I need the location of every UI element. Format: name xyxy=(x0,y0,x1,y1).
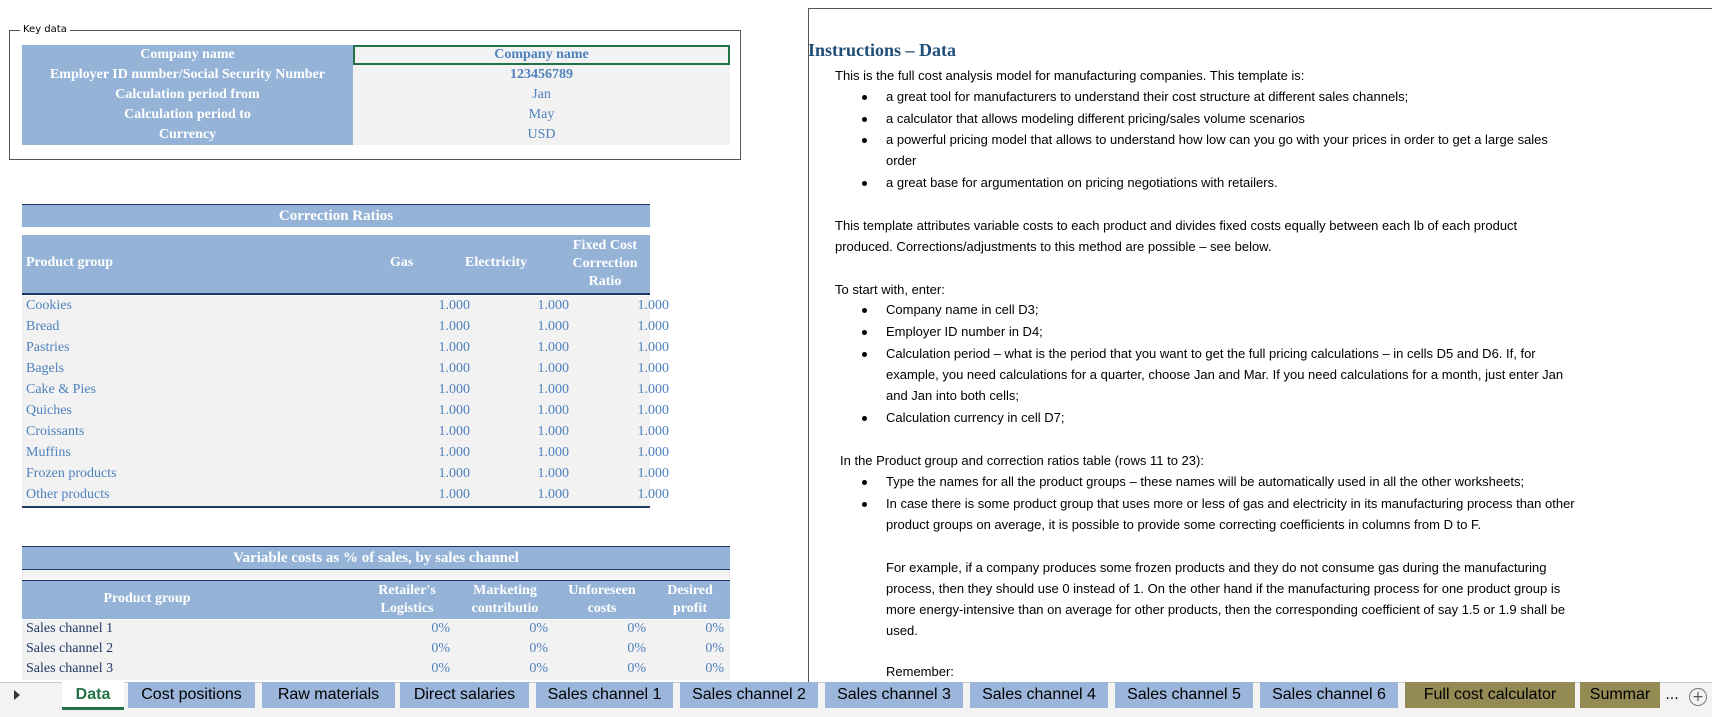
header-fixed-cost-ratio: Fixed Cost Correction Ratio xyxy=(572,238,638,289)
tab-data[interactable]: Data xyxy=(62,682,124,710)
bullet-icon xyxy=(862,138,867,143)
fixed-cost-ratio-cell[interactable]: 1.000 xyxy=(637,382,669,397)
gas-ratio-cell[interactable]: 1.000 xyxy=(438,445,470,460)
product-group-cell[interactable]: Other products xyxy=(26,487,110,502)
gas-ratio-cell[interactable]: 1.000 xyxy=(438,319,470,334)
instructions-remember: Remember: xyxy=(886,664,954,679)
more-tabs-button[interactable]: ... xyxy=(1665,686,1679,703)
vc-header-profit: Desired profit xyxy=(667,583,713,616)
instructions-bullet-cont: order xyxy=(886,153,917,168)
variable-costs-header xyxy=(22,580,730,619)
employer-id-label: Employer ID number/Social Security Number xyxy=(22,65,353,85)
bullet-icon xyxy=(862,330,867,335)
fixed-cost-ratio-cell[interactable]: 1.000 xyxy=(637,298,669,313)
header-gas: Gas xyxy=(390,255,414,270)
company-name-cell[interactable]: Company name xyxy=(353,45,730,65)
product-group-cell[interactable]: Bagels xyxy=(26,361,65,376)
product-group-cell[interactable]: Pastries xyxy=(26,340,70,355)
vc-marketing-cell[interactable]: 0% xyxy=(529,641,548,656)
tab-sales-channel-1[interactable]: Sales channel 1 xyxy=(536,682,673,708)
correction-ratio-row[interactable] xyxy=(22,296,669,317)
instructions-table-intro: In the Product group and correction ratios table (rows 11 to 23): xyxy=(840,453,1204,468)
vc-unforeseen-cell[interactable]: 0% xyxy=(627,661,646,676)
correction-ratio-row[interactable] xyxy=(22,485,669,508)
period-from-cell[interactable]: Jan xyxy=(353,85,730,105)
instructions-bullet: a great base for argumentation on pricing negotiations with retailers. xyxy=(886,175,1278,190)
instructions-intro: This is the full cost analysis model for manufacturing companies. This template is: xyxy=(835,68,1305,83)
product-group-cell[interactable]: Frozen products xyxy=(26,466,117,481)
gas-ratio-cell[interactable]: 1.000 xyxy=(438,487,470,502)
instructions-start: To start with, enter: xyxy=(835,282,945,297)
instructions-bullet: Type the names for all the product groups – these names will be automatically used in all the other worksheets; xyxy=(886,474,1525,489)
vc-logistics-cell[interactable]: 0% xyxy=(431,621,450,636)
product-group-cell[interactable]: Cookies xyxy=(26,298,72,313)
gas-ratio-cell[interactable]: 1.000 xyxy=(438,424,470,439)
tab-sales-channel-2[interactable]: Sales channel 2 xyxy=(680,682,818,708)
vc-header-marketing: Marketing contributio xyxy=(471,583,539,616)
bullet-icon xyxy=(862,95,867,100)
fixed-cost-ratio-cell[interactable]: 1.000 xyxy=(637,319,669,334)
key-data-row-company xyxy=(22,45,730,65)
vc-unforeseen-cell[interactable]: 0% xyxy=(627,621,646,636)
correction-ratio-row[interactable] xyxy=(22,443,669,464)
instructions-para: produced. Corrections/adjustments to this method are possible – see below. xyxy=(835,239,1272,254)
tab-summary[interactable]: Summar xyxy=(1580,682,1660,708)
electricity-ratio-cell[interactable]: 1.000 xyxy=(537,361,569,376)
tab-raw-materials[interactable]: Raw materials xyxy=(262,682,395,708)
vc-profit-cell[interactable]: 0% xyxy=(705,621,724,636)
fixed-cost-ratio-cell[interactable]: 1.000 xyxy=(637,466,669,481)
electricity-ratio-cell[interactable]: 1.000 xyxy=(537,403,569,418)
instructions-bullet: Company name in cell D3; xyxy=(886,302,1039,317)
product-group-cell[interactable]: Muffins xyxy=(26,445,71,460)
scroll-tabs-right-icon[interactable] xyxy=(14,690,20,700)
instructions-example: more energy-intensive than on average for other products, then the corresponding coefficient of say 1.5 or 1.9 shall be xyxy=(886,602,1566,617)
vc-row-label: Sales channel 1 xyxy=(26,621,114,636)
instructions-bullet-cont: product groups on average, it is possible to provide some correcting coefficients in columns from D to F. xyxy=(886,517,1482,532)
tab-cost-positions[interactable]: Cost positions xyxy=(128,682,255,708)
fixed-cost-ratio-cell[interactable]: 1.000 xyxy=(637,424,669,439)
instructions-bullet-cont: example, you need calculations for a quarter, choose Jan and Mar. If you need calculations for a month, just enter Jan xyxy=(886,367,1564,382)
gas-ratio-cell[interactable]: 1.000 xyxy=(438,298,470,313)
instructions-bullet-cont: and Jan into both cells; xyxy=(886,388,1019,403)
electricity-ratio-cell[interactable]: 1.000 xyxy=(537,340,569,355)
correction-ratio-row[interactable] xyxy=(22,359,669,380)
employer-id-cell[interactable]: 123456789 xyxy=(353,65,730,85)
correction-ratio-row[interactable] xyxy=(22,338,669,359)
electricity-ratio-cell[interactable]: 1.000 xyxy=(537,382,569,397)
vc-marketing-cell[interactable]: 0% xyxy=(529,621,548,636)
currency-cell[interactable]: USD xyxy=(353,125,730,145)
gas-ratio-cell[interactable]: 1.000 xyxy=(438,340,470,355)
vc-row[interactable] xyxy=(22,660,730,680)
bullet-icon xyxy=(862,117,867,122)
correction-ratio-row[interactable] xyxy=(22,422,669,443)
add-sheet-icon[interactable]: + xyxy=(1689,688,1707,706)
tab-sales-channel-5[interactable]: Sales channel 5 xyxy=(1115,682,1253,708)
instructions-bullet: Employer ID number in D4; xyxy=(886,324,1043,339)
bullet-icon xyxy=(862,502,867,507)
vc-logistics-cell[interactable]: 0% xyxy=(431,661,450,676)
instructions-bullet: Calculation period – what is the period that you want to get the full pricing calculations – in cells D5 and D6. If, for xyxy=(886,346,1536,361)
correction-ratio-row[interactable] xyxy=(22,464,669,485)
electricity-ratio-cell[interactable]: 1.000 xyxy=(537,487,569,502)
gas-ratio-cell[interactable]: 1.000 xyxy=(438,361,470,376)
tab-direct-salaries[interactable]: Direct salaries xyxy=(400,682,529,708)
bullet-icon xyxy=(862,352,867,357)
electricity-ratio-cell[interactable]: 1.000 xyxy=(537,319,569,334)
period-to-cell[interactable]: May xyxy=(353,105,730,125)
vc-header-unforeseen: Unforeseen costs xyxy=(568,583,636,616)
vc-profit-cell[interactable]: 0% xyxy=(705,641,724,656)
bullet-icon xyxy=(862,308,867,313)
correction-ratio-row[interactable] xyxy=(22,380,669,401)
correction-ratios-title: Correction Ratios xyxy=(22,204,650,227)
vc-row[interactable] xyxy=(22,640,730,660)
product-group-cell[interactable]: Croissants xyxy=(26,424,85,439)
vc-marketing-cell[interactable]: 0% xyxy=(529,661,548,676)
variable-costs-title: Variable costs as % of sales, by sales channel xyxy=(22,546,730,570)
gas-ratio-cell[interactable]: 1.000 xyxy=(438,403,470,418)
vc-header-product-group: Product group xyxy=(103,591,191,606)
vc-row[interactable] xyxy=(22,620,730,640)
instructions-para: This template attributes variable costs to each product and divides fixed costs equally between each lb of each product xyxy=(835,218,1518,233)
currency-label: Currency xyxy=(22,125,353,145)
instructions-title: Instructions – Data xyxy=(808,40,957,60)
vc-profit-cell[interactable]: 0% xyxy=(705,661,724,676)
electricity-ratio-cell[interactable]: 1.000 xyxy=(537,298,569,313)
vc-header-logistics: Retailer's Logistics xyxy=(378,583,436,616)
electricity-ratio-cell[interactable]: 1.000 xyxy=(537,424,569,439)
product-group-cell[interactable]: Cake & Pies xyxy=(26,382,96,397)
variable-costs-spacer xyxy=(22,570,730,578)
tab-sales-channel-4[interactable]: Sales channel 4 xyxy=(970,682,1108,708)
fixed-cost-ratio-cell[interactable]: 1.000 xyxy=(637,403,669,418)
period-from-label: Calculation period from xyxy=(22,85,353,105)
correction-ratio-row[interactable] xyxy=(22,401,669,422)
company-name-label: Company name xyxy=(22,45,353,65)
key-data-row-period-to xyxy=(22,105,730,125)
header-electricity: Electricity xyxy=(465,255,528,270)
fixed-cost-ratio-cell[interactable]: 1.000 xyxy=(637,361,669,376)
instructions-bullet: In case there is some product group that uses more or less of gas and electricity in its manufacturing process than other xyxy=(886,496,1575,511)
correction-ratio-row[interactable] xyxy=(22,317,669,338)
period-to-label: Calculation period to xyxy=(22,105,353,125)
vc-row-label: Sales channel 2 xyxy=(26,641,114,656)
instructions-bullet: Calculation currency in cell D7; xyxy=(886,410,1065,425)
key-data-legend: Key data xyxy=(20,24,70,35)
tab-sales-channel-3[interactable]: Sales channel 3 xyxy=(825,682,963,708)
bullet-icon xyxy=(862,181,867,186)
electricity-ratio-cell[interactable]: 1.000 xyxy=(537,466,569,481)
product-group-cell[interactable]: Quiches xyxy=(26,403,72,418)
bullet-icon xyxy=(862,480,867,485)
fixed-cost-ratio-cell[interactable]: 1.000 xyxy=(637,487,669,502)
instructions-example: For example, if a company produces some frozen products and they do not consume gas during the manufacturing xyxy=(886,560,1547,575)
tab-sales-channel-6[interactable]: Sales channel 6 xyxy=(1260,682,1398,708)
instructions-example: used. xyxy=(886,623,918,638)
tab-full-cost-calculator[interactable]: Full cost calculator xyxy=(1405,682,1575,708)
correction-ratios-header xyxy=(22,235,650,295)
key-data-row-period-from xyxy=(22,85,730,105)
vc-row-label: Sales channel 3 xyxy=(26,661,114,676)
key-data-row-currency xyxy=(22,125,730,145)
product-group-cell[interactable]: Bread xyxy=(26,319,60,334)
key-data-row-employer-id xyxy=(22,65,730,85)
electricity-ratio-cell[interactable]: 1.000 xyxy=(537,445,569,460)
bullet-icon xyxy=(862,416,867,421)
header-product-group: Product group xyxy=(26,255,113,270)
instructions-example: process, then they should use 0 instead of 1. On the other hand if the manufacturing process for one product group is xyxy=(886,581,1561,596)
instructions-bullet: a powerful pricing model that allows to understand how low can you go with your prices in order to get a large sales xyxy=(886,132,1548,147)
gas-ratio-cell[interactable]: 1.000 xyxy=(438,466,470,481)
instructions-bullet: a great tool for manufacturers to understand their cost structure at different sales channels; xyxy=(886,89,1409,104)
vc-unforeseen-cell[interactable]: 0% xyxy=(627,641,646,656)
fixed-cost-ratio-cell[interactable]: 1.000 xyxy=(637,340,669,355)
fixed-cost-ratio-cell[interactable]: 1.000 xyxy=(637,445,669,460)
vc-logistics-cell[interactable]: 0% xyxy=(431,641,450,656)
instructions-bullet: a calculator that allows modeling different pricing/sales volume scenarios xyxy=(886,111,1305,126)
gas-ratio-cell[interactable]: 1.000 xyxy=(438,382,470,397)
